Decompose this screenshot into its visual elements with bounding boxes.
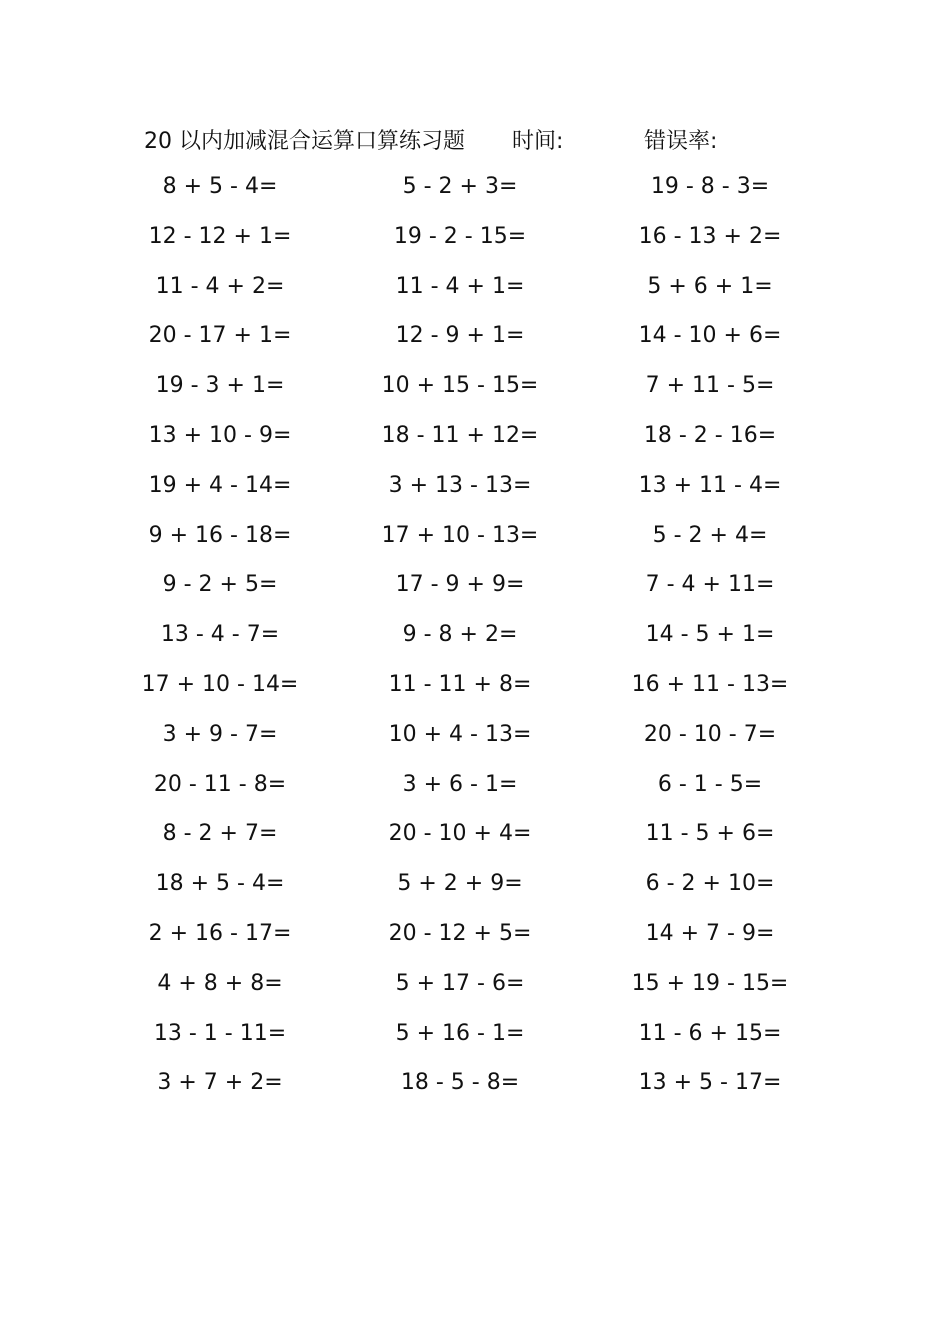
problem-row (0, 166, 950, 216)
arithmetic-problem: 11 - 4 + 2= (155, 273, 285, 299)
arithmetic-problem: 18 - 5 - 8= (400, 1070, 520, 1096)
problem-row (0, 216, 950, 266)
arithmetic-problem: 19 - 3 + 1= (155, 373, 285, 399)
arithmetic-problem: 9 - 2 + 5= (162, 572, 278, 598)
arithmetic-problem: 17 - 9 + 9= (395, 572, 525, 598)
arithmetic-problem: 11 - 11 + 8= (388, 671, 532, 697)
arithmetic-problem: 11 - 4 + 1= (395, 273, 525, 299)
time-label: 时间: (512, 129, 564, 154)
problem-row (0, 465, 950, 515)
arithmetic-problem: 5 + 16 - 1= (395, 1020, 525, 1046)
problem-row (0, 415, 950, 465)
problem-grid (0, 166, 950, 1112)
arithmetic-problem: 5 - 2 + 3= (402, 174, 518, 199)
arithmetic-problem: 19 - 8 - 3= (650, 174, 770, 199)
arithmetic-problem: 12 - 12 + 1= (148, 223, 292, 249)
arithmetic-problem: 2 + 16 - 17= (148, 920, 292, 946)
arithmetic-problem: 9 + 16 - 18= (148, 522, 292, 548)
arithmetic-problem: 9 - 8 + 2= (402, 622, 518, 648)
arithmetic-problem: 6 - 1 - 5= (657, 771, 763, 797)
problem-row (0, 764, 950, 814)
problem-row (0, 614, 950, 664)
problem-row (0, 664, 950, 714)
arithmetic-problem: 3 + 6 - 1= (402, 771, 518, 797)
problem-row (0, 913, 950, 963)
arithmetic-problem: 10 + 15 - 15= (381, 373, 539, 399)
arithmetic-problem: 13 + 10 - 9= (148, 422, 292, 448)
problem-row (0, 266, 950, 316)
arithmetic-problem: 15 + 19 - 15= (631, 970, 789, 996)
problem-row (0, 714, 950, 764)
arithmetic-problem: 11 - 6 + 15= (638, 1020, 782, 1046)
arithmetic-problem: 17 + 10 - 14= (141, 671, 299, 697)
problem-row (0, 365, 950, 415)
arithmetic-problem: 19 - 2 - 15= (393, 223, 527, 249)
arithmetic-problem: 20 - 10 - 7= (643, 721, 777, 747)
arithmetic-problem: 5 + 2 + 9= (397, 871, 523, 897)
arithmetic-problem: 13 - 1 - 11= (153, 1020, 287, 1046)
arithmetic-problem: 7 + 11 - 5= (645, 373, 775, 399)
arithmetic-problem: 5 - 2 + 4= (652, 522, 768, 548)
arithmetic-problem: 4 + 8 + 8= (157, 970, 283, 996)
arithmetic-problem: 11 - 5 + 6= (645, 821, 775, 847)
arithmetic-problem: 10 + 4 - 13= (388, 721, 532, 747)
arithmetic-problem: 5 + 17 - 6= (395, 970, 525, 996)
arithmetic-problem: 20 - 17 + 1= (148, 323, 292, 349)
arithmetic-problem: 8 - 2 + 7= (162, 821, 278, 847)
arithmetic-problem: 18 + 5 - 4= (155, 871, 285, 897)
arithmetic-problem: 3 + 9 - 7= (162, 721, 278, 747)
arithmetic-problem: 6 - 2 + 10= (645, 871, 775, 897)
arithmetic-problem: 20 - 12 + 5= (388, 920, 532, 946)
problem-row (0, 963, 950, 1013)
problem-row (0, 515, 950, 565)
arithmetic-problem: 14 - 5 + 1= (645, 622, 775, 648)
problem-row (0, 1013, 950, 1063)
arithmetic-problem: 8 + 5 - 4= (162, 174, 278, 199)
arithmetic-problem: 16 - 13 + 2= (638, 223, 782, 249)
arithmetic-problem: 7 - 4 + 11= (645, 572, 775, 598)
arithmetic-problem: 12 - 9 + 1= (395, 323, 525, 349)
arithmetic-problem: 5 + 6 + 1= (647, 273, 773, 299)
arithmetic-problem: 13 + 11 - 4= (638, 472, 782, 498)
arithmetic-problem: 17 + 10 - 13= (381, 522, 539, 548)
arithmetic-problem: 14 + 7 - 9= (645, 920, 775, 946)
problem-row (0, 1062, 950, 1112)
arithmetic-problem: 13 + 5 - 17= (638, 1070, 782, 1096)
arithmetic-problem: 20 - 10 + 4= (388, 821, 532, 847)
arithmetic-problem: 18 - 2 - 16= (643, 422, 777, 448)
arithmetic-problem: 16 + 11 - 13= (631, 671, 789, 697)
problem-row (0, 564, 950, 614)
arithmetic-problem: 20 - 11 - 8= (153, 771, 287, 797)
arithmetic-problem: 13 - 4 - 7= (160, 622, 280, 648)
arithmetic-problem: 3 + 7 + 2= (157, 1070, 283, 1096)
problem-row (0, 813, 950, 863)
arithmetic-problem: 14 - 10 + 6= (638, 323, 782, 349)
worksheet-title: 20 以内加减混合运算口算练习题 (144, 129, 465, 154)
arithmetic-problem: 19 + 4 - 14= (148, 472, 292, 498)
problem-row (0, 863, 950, 913)
arithmetic-problem: 3 + 13 - 13= (388, 472, 532, 498)
arithmetic-problem: 18 - 11 + 12= (381, 422, 539, 448)
problem-row (0, 315, 950, 365)
error-rate-label: 错误率: (644, 129, 718, 154)
